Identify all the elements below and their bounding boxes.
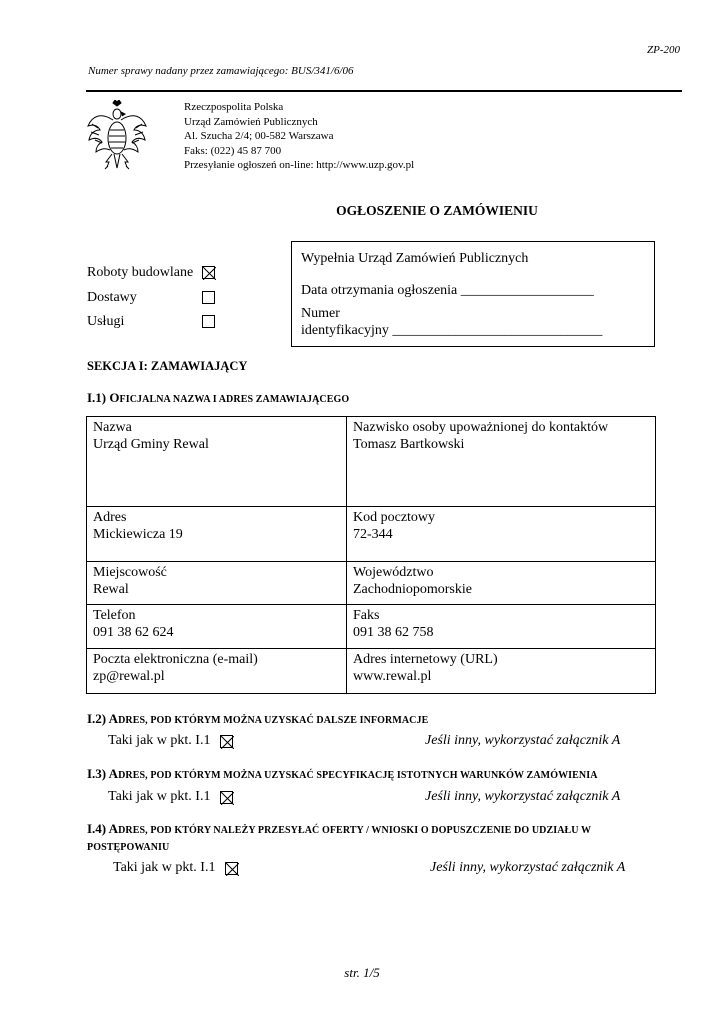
- subsection-initial: A: [108, 711, 119, 726]
- table-row: [87, 605, 656, 649]
- page-title: OGŁOSZENIE O ZAMÓWIENIU: [336, 203, 538, 218]
- cell-label: Nazwa: [93, 420, 132, 435]
- table-cell: [347, 649, 656, 694]
- cell-label: Kod pocztowy: [353, 510, 436, 525]
- table-cell: [87, 417, 347, 507]
- order-type-works: [87, 265, 193, 281]
- cell-label: Miejscowość: [93, 565, 167, 580]
- address-line: Al. Szucha 2/4; 00-582 Warszawa: [184, 130, 334, 142]
- subsection-text: DRES, POD KTÓRYM MOŻNA UZYSKAĆ SPECYFIKACJĘ ISTOTNYCH WARUNKÓW ZAMÓWIENIA: [118, 770, 598, 781]
- same-as-i1-label: Taki jak w pkt. I.1: [108, 789, 211, 804]
- same-as-i1-label: Taki jak w pkt. I.1: [113, 860, 216, 875]
- order-type-label: Roboty budowlane: [87, 265, 194, 280]
- cell-value: 091 38 62 758: [353, 625, 434, 640]
- subsection-number: I.4): [87, 821, 109, 836]
- contracting-authority-table: [86, 416, 656, 694]
- subsection-i1-heading: [87, 390, 349, 406]
- table-cell: [87, 605, 347, 649]
- cell-value: zp@rewal.pl: [93, 669, 165, 684]
- subsection-initial: O: [109, 390, 120, 405]
- table-cell: [347, 507, 656, 562]
- checkbox-cross-icon: [203, 267, 216, 280]
- order-type-services: [87, 314, 124, 330]
- cell-value: Mickiewicza 19: [93, 527, 183, 542]
- same-as-i1-label: Taki jak w pkt. I.1: [108, 733, 211, 748]
- subsection-i2-heading: [87, 711, 428, 727]
- other-address-note: Jeśli inny, wykorzystać załącznik A: [425, 789, 621, 804]
- cell-label: Województwo: [353, 565, 434, 580]
- table-row: [87, 417, 656, 507]
- subsection-initial: A: [108, 766, 119, 781]
- other-address-note: Jeśli inny, wykorzystać załącznik A: [425, 733, 621, 748]
- cell-label: Poczta elektroniczna (e-mail): [93, 652, 258, 667]
- cell-value: www.rewal.pl: [353, 669, 432, 684]
- subsection-text: DRES, POD KTÓRYM MOŻNA UZYSKAĆ DALSZE INFORMACJE: [118, 715, 429, 726]
- table-cell: [87, 507, 347, 562]
- cell-value: 72-344: [353, 527, 393, 542]
- i2-same-checkbox[interactable]: [220, 735, 233, 748]
- address-line: Urząd Zamówień Publicznych: [184, 115, 318, 128]
- order-type-supplies: [87, 290, 137, 306]
- subsection-i4-heading: [87, 821, 591, 837]
- table-row: [87, 562, 656, 605]
- received-date-field: Data otrzymania ogłoszenia ___________________: [301, 283, 594, 298]
- works-checkbox[interactable]: [202, 266, 215, 279]
- case-number: Numer sprawy nadany przez zamawiającego: BUS/341/6/06: [88, 65, 354, 77]
- i3-same-checkbox[interactable]: [220, 791, 233, 804]
- cell-label: Adres internetowy (URL): [353, 652, 498, 667]
- order-type-label: Dostawy: [87, 290, 137, 305]
- subsection-i4-heading-cont: [87, 838, 169, 854]
- checkbox-cross-icon: [221, 736, 234, 749]
- subsection-text: DRES, POD KTÓRY NALEŻY PRZESYŁAĆ OFERTY / WNIOSKI O DOPUSZCZENIE DO UDZIAŁU W: [118, 825, 592, 836]
- subsection-initial: A: [108, 821, 119, 836]
- cell-label: Faks: [353, 608, 380, 623]
- checkbox-cross-icon: [221, 792, 234, 805]
- address-line: Rzeczpospolita Polska: [184, 101, 284, 113]
- table-cell: [87, 649, 347, 694]
- services-checkbox[interactable]: [202, 315, 215, 328]
- table-cell: [87, 562, 347, 605]
- cell-label: Adres: [93, 510, 127, 525]
- other-address-note: Jeśli inny, wykorzystać załącznik A: [430, 860, 626, 875]
- supplies-checkbox[interactable]: [202, 291, 215, 304]
- cell-value: Urząd Gminy Rewal: [93, 437, 209, 452]
- form-code: ZP-200: [647, 44, 680, 56]
- cell-value: Rewal: [93, 582, 129, 597]
- cell-value: Zachodniopomorskie: [353, 582, 472, 597]
- table-row: [87, 507, 656, 562]
- section-heading: SEKCJA I: ZAMAWIAJĄCY: [87, 359, 248, 373]
- office-use-box: [291, 241, 655, 347]
- header-divider: [86, 90, 682, 92]
- table-cell: [347, 417, 656, 507]
- uzp-address-block: [184, 100, 414, 173]
- table-cell: [347, 562, 656, 605]
- subsection-text: POSTĘPOWANIU: [87, 842, 170, 853]
- table-cell: [347, 605, 656, 649]
- subsection-i3-heading: [87, 766, 598, 782]
- cell-label: Nazwisko osoby upoważnionej do kontaktów: [353, 420, 609, 435]
- subsection-number: I.1): [87, 390, 110, 405]
- i4-same-checkbox[interactable]: [225, 862, 238, 875]
- address-line: Faks: (022) 45 87 700: [184, 144, 282, 157]
- subsection-number: I.2): [87, 711, 109, 726]
- checkbox-cross-icon: [226, 863, 239, 876]
- page-number: str. 1/5: [344, 965, 380, 980]
- eagle-emblem-icon: [86, 100, 148, 172]
- order-type-label: Usługi: [87, 314, 125, 329]
- id-number-label: Numer: [301, 306, 340, 321]
- cell-value: Tomasz Bartkowski: [353, 437, 465, 452]
- subsection-number: I.3): [87, 766, 109, 781]
- cell-value: 091 38 62 624: [93, 625, 174, 640]
- subsection-text: FICJALNA NAZWA I ADRES ZAMAWIAJĄCEGO: [119, 394, 350, 405]
- cell-label: Telefon: [93, 608, 136, 623]
- id-number-field: identyfikacyjny ______________________________: [301, 323, 603, 338]
- office-box-heading: Wypełnia Urząd Zamówień Publicznych: [301, 251, 529, 266]
- table-row: [87, 649, 656, 694]
- address-line: Przesyłanie ogłoszeń on-line: http://www.uzp.gov.pl: [184, 159, 415, 171]
